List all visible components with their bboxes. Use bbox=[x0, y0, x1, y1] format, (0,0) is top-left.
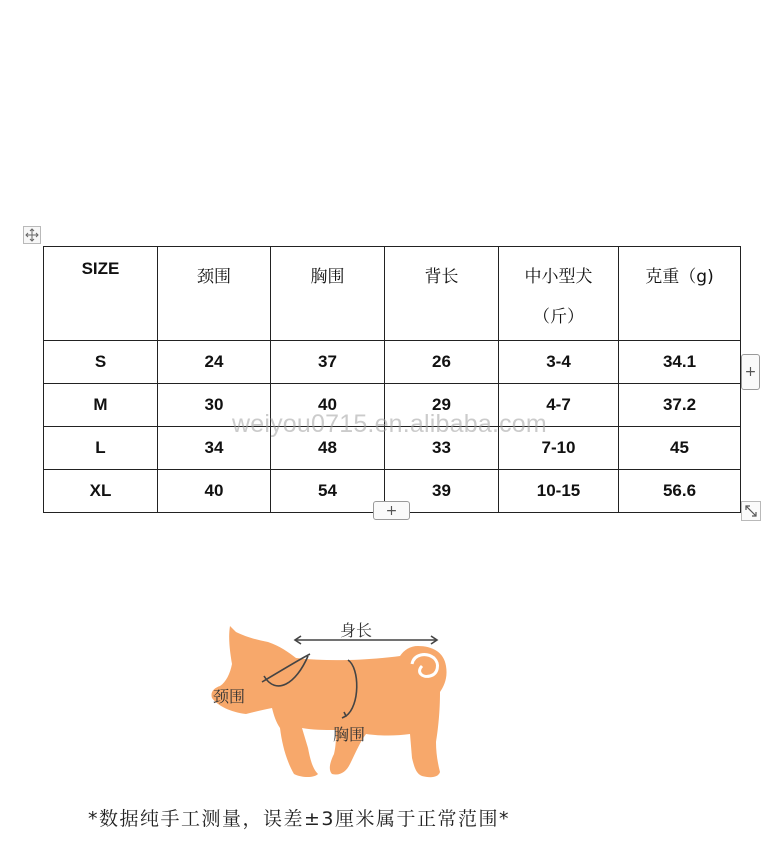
table-cell[interactable]: S bbox=[44, 341, 158, 384]
table-cell[interactable]: 37.2 bbox=[619, 384, 741, 427]
table-cell[interactable]: XL bbox=[44, 470, 158, 513]
header-size[interactable]: SIZE bbox=[44, 247, 158, 341]
table-move-handle[interactable] bbox=[23, 226, 41, 244]
table-resize-handle[interactable] bbox=[741, 501, 761, 521]
table-cell[interactable]: 4-7 bbox=[499, 384, 619, 427]
dog-measurement-diagram bbox=[200, 612, 460, 787]
table-cell[interactable]: 30 bbox=[158, 384, 271, 427]
table-cell[interactable]: 56.6 bbox=[619, 470, 741, 513]
table-cell[interactable]: 39 bbox=[385, 470, 499, 513]
header-neck[interactable]: 颈围 bbox=[158, 247, 271, 341]
neck-girth-label: 颈围 bbox=[213, 687, 246, 706]
table-cell[interactable]: 40 bbox=[158, 470, 271, 513]
table-cell[interactable]: 3-4 bbox=[499, 341, 619, 384]
table-cell[interactable]: L bbox=[44, 427, 158, 470]
table-cell[interactable]: 54 bbox=[271, 470, 385, 513]
header-back-length[interactable]: 背长 bbox=[385, 247, 499, 341]
table-cell[interactable]: 24 bbox=[158, 341, 271, 384]
table-cell[interactable]: 7-10 bbox=[499, 427, 619, 470]
table-cell[interactable]: 40 bbox=[271, 384, 385, 427]
table-cell[interactable]: 37 bbox=[271, 341, 385, 384]
table-cell[interactable]: 26 bbox=[385, 341, 499, 384]
body-length-label: 身长 bbox=[340, 621, 373, 640]
header-chest[interactable]: 胸围 bbox=[271, 247, 385, 341]
add-row-button[interactable]: + bbox=[741, 354, 760, 390]
chest-girth-label: 胸围 bbox=[333, 725, 366, 744]
table-cell[interactable]: 10-15 bbox=[499, 470, 619, 513]
table-cell[interactable]: 48 bbox=[271, 427, 385, 470]
measurement-footnote: *数据纯手工测量，误差±3厘米属于正常范围* bbox=[88, 808, 511, 830]
watermark-text: weiyou0715.en.alibaba.com bbox=[232, 410, 547, 438]
table-cell[interactable]: M bbox=[44, 384, 158, 427]
header-gram-weight[interactable]: 克重（g) bbox=[619, 247, 741, 341]
size-chart-table bbox=[43, 246, 741, 513]
table-cell[interactable]: 34.1 bbox=[619, 341, 741, 384]
move-arrows-icon bbox=[25, 228, 39, 242]
table-cell[interactable]: 29 bbox=[385, 384, 499, 427]
table-cell[interactable]: 34 bbox=[158, 427, 271, 470]
table-row bbox=[44, 341, 741, 384]
add-column-button[interactable]: + bbox=[373, 501, 410, 520]
table-cell[interactable]: 45 bbox=[619, 427, 741, 470]
resize-icon bbox=[742, 502, 760, 520]
header-dog-weight[interactable]: 中小型犬 （斤） bbox=[499, 247, 619, 341]
table-cell[interactable]: 33 bbox=[385, 427, 499, 470]
table-header-row bbox=[44, 247, 741, 341]
